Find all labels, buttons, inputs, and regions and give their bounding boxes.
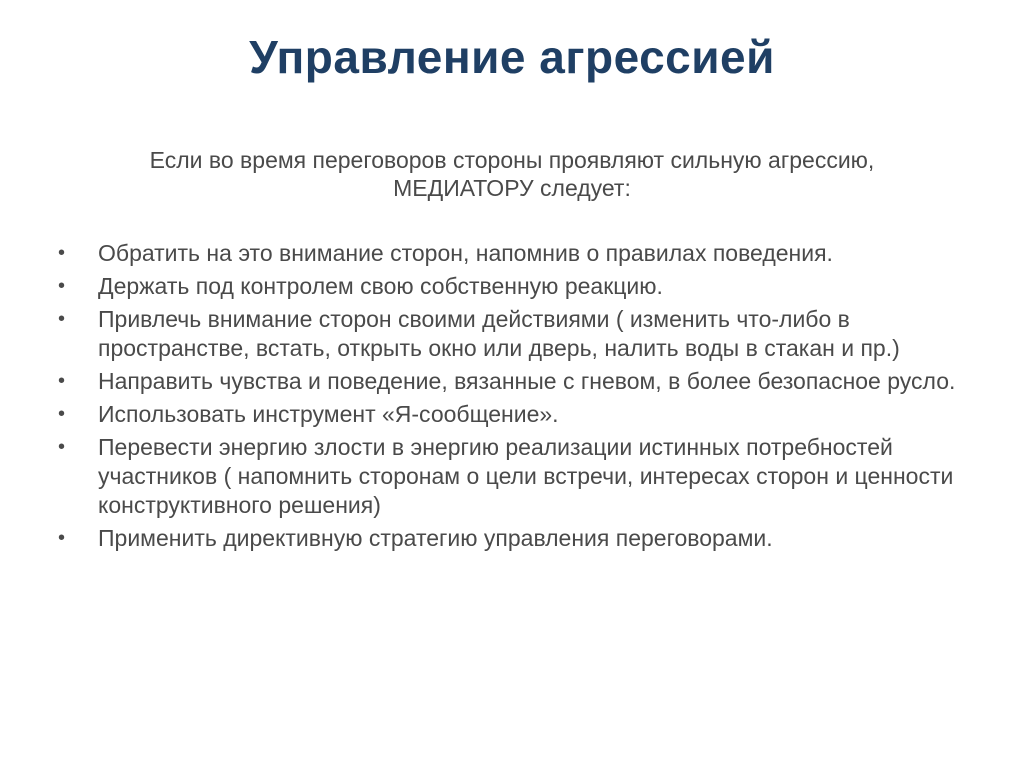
bullet-text: Использовать инструмент «Я-сообщение». <box>98 401 559 427</box>
bullet-text: Направить чувства и поведение, вязанные с гневом, в более безопасное русло. <box>98 368 956 394</box>
bullet-dot-icon: • <box>58 527 66 549</box>
bullet-dot-icon: • <box>58 370 66 392</box>
intro-line-2: МЕДИАТОРУ следует: <box>393 175 631 201</box>
bullet-item <box>56 367 976 396</box>
bullet-item <box>56 524 976 553</box>
bullet-dot-icon: • <box>58 242 66 264</box>
bullet-dot-icon: • <box>58 308 66 330</box>
bullet-list <box>56 239 976 557</box>
bullet-dot-icon: • <box>58 403 66 425</box>
bullet-text: Перевести энергию злости в энергию реализации истинных потребностей участников ( напомнить сторонам о цели встречи, интересах сторон и ценности конструктивного решения) <box>98 434 954 518</box>
bullet-text: Привлечь внимание сторон своими действиями ( изменить что-либо в пространстве, встать, открыть окно или дверь, налить воды в стакан и пр.) <box>98 306 900 361</box>
bullet-dot-icon: • <box>58 436 66 458</box>
bullet-dot-icon: • <box>58 275 66 297</box>
bullet-item <box>56 305 976 363</box>
bullet-text: Применить директивную стратегию управления переговорами. <box>98 525 773 551</box>
intro-line-1: Если во время переговоров стороны проявляют сильную агрессию, <box>149 147 875 173</box>
intro-text <box>60 146 964 202</box>
bullet-item <box>56 433 976 520</box>
bullet-item <box>56 400 976 429</box>
bullet-text: Обратить на это внимание сторон, напомнив о правилах поведения. <box>98 240 833 266</box>
bullet-item <box>56 239 976 268</box>
bullet-text: Держать под контролем свою собственную реакцию. <box>98 273 663 299</box>
slide-title: Управление агрессией <box>249 31 775 83</box>
bullet-item <box>56 272 976 301</box>
